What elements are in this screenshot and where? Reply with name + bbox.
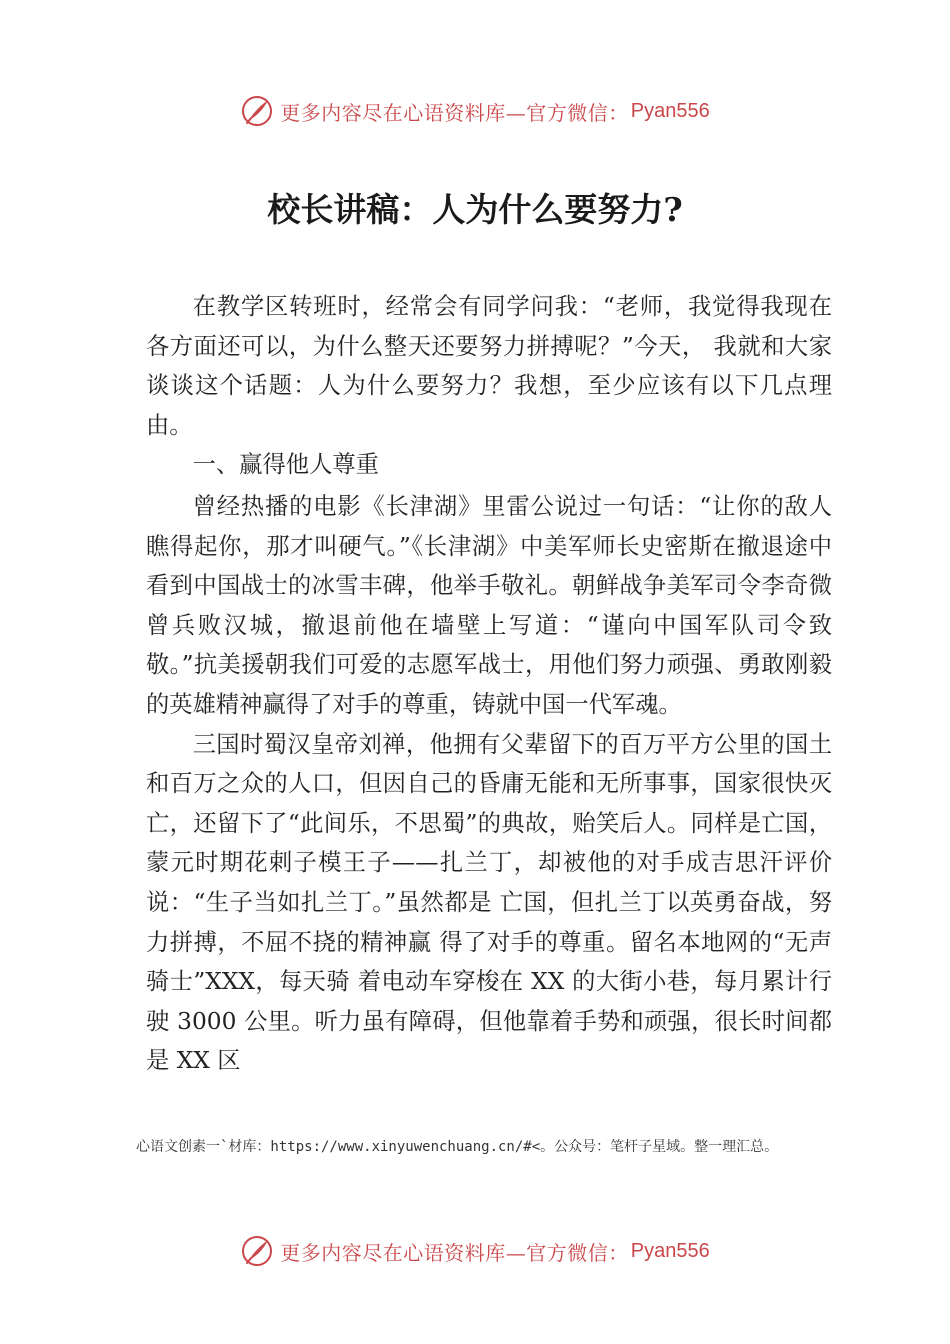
section-heading: 一、赢得他人尊重 [192, 451, 379, 479]
banner-text: 更多内容尽在心语资料库—官方微信： [280, 100, 629, 125]
banner-wechat-id: Pyan556 [630, 1239, 710, 1262]
paragraph: 曾经热播的电影《长津湖》里雷公说过一句话：“让你的敌人瞧得起你，那才叫硬气。”《长津湖》中美军师长史密斯在撤退途中看到中国战士的冰雪丰碑，他举手敬礼。朝鲜战争美军司令李奇微曾兵败汉城，撤退前他在墙壁上写道：“谨向中国军队司令致敬。”抗美援朝我们可爱的志愿军战士，用他们努力顽强、勇敢刚毅的英雄精神赢得了对手的尊重，铸就中国一代军魂。 [146, 492, 832, 718]
paragraph-intro: 在教学区转班时，经常会有同学问我：“老师，我觉得我现在各方面还可以，为什么整天还要努力拼搏呢？”今天， 我就和大家谈谈这个话题：人为什么要努力？我想，至少应该有以下几点理由。 [146, 293, 832, 439]
quill-pen-logo-icon [240, 94, 274, 128]
banner-wechat-id: Pyan556 [630, 99, 710, 122]
header-banner [0, 94, 950, 128]
document-title: 校长讲稿：人为什么要努力? [267, 190, 683, 229]
document-body [146, 287, 832, 1081]
banner-text: 更多内容尽在心语资料库—官方微信： [280, 1240, 629, 1265]
footer-banner [0, 1234, 950, 1268]
footer-note: 心语文创素一`材库：https://www.xinyuwenchuang.cn/#<。公众号：笔杆子星域。整一理汇总。 [136, 1139, 779, 1155]
quill-pen-logo-icon [240, 1234, 274, 1268]
paragraph: 三国时蜀汉皇帝刘禅，他拥有父辈留下的百万平方公里的国土和百万之众的人口，但因自己的昏庸无能和无所事事，国家很快灭亡，还留下了“此间乐，不思蜀”的典故，贻笑后人。同样是亡国，蒙元时期花剌子模王子——扎兰丁，却被他的对手成吉思汗评价说：“生子当如扎兰丁。”虽然都是 亡国，但扎兰丁以英勇奋战，努力拼搏，不屈不挠的精神赢 得了对手的尊重。留名本地网的“无声骑士”XXX，每天骑 着电动车穿梭在 XX 的大街小巷，每月累计行驶 3000 公里。听力虽有障碍，但他靠着手势和顽强，很长时间都是 XX 区 [146, 730, 832, 1075]
